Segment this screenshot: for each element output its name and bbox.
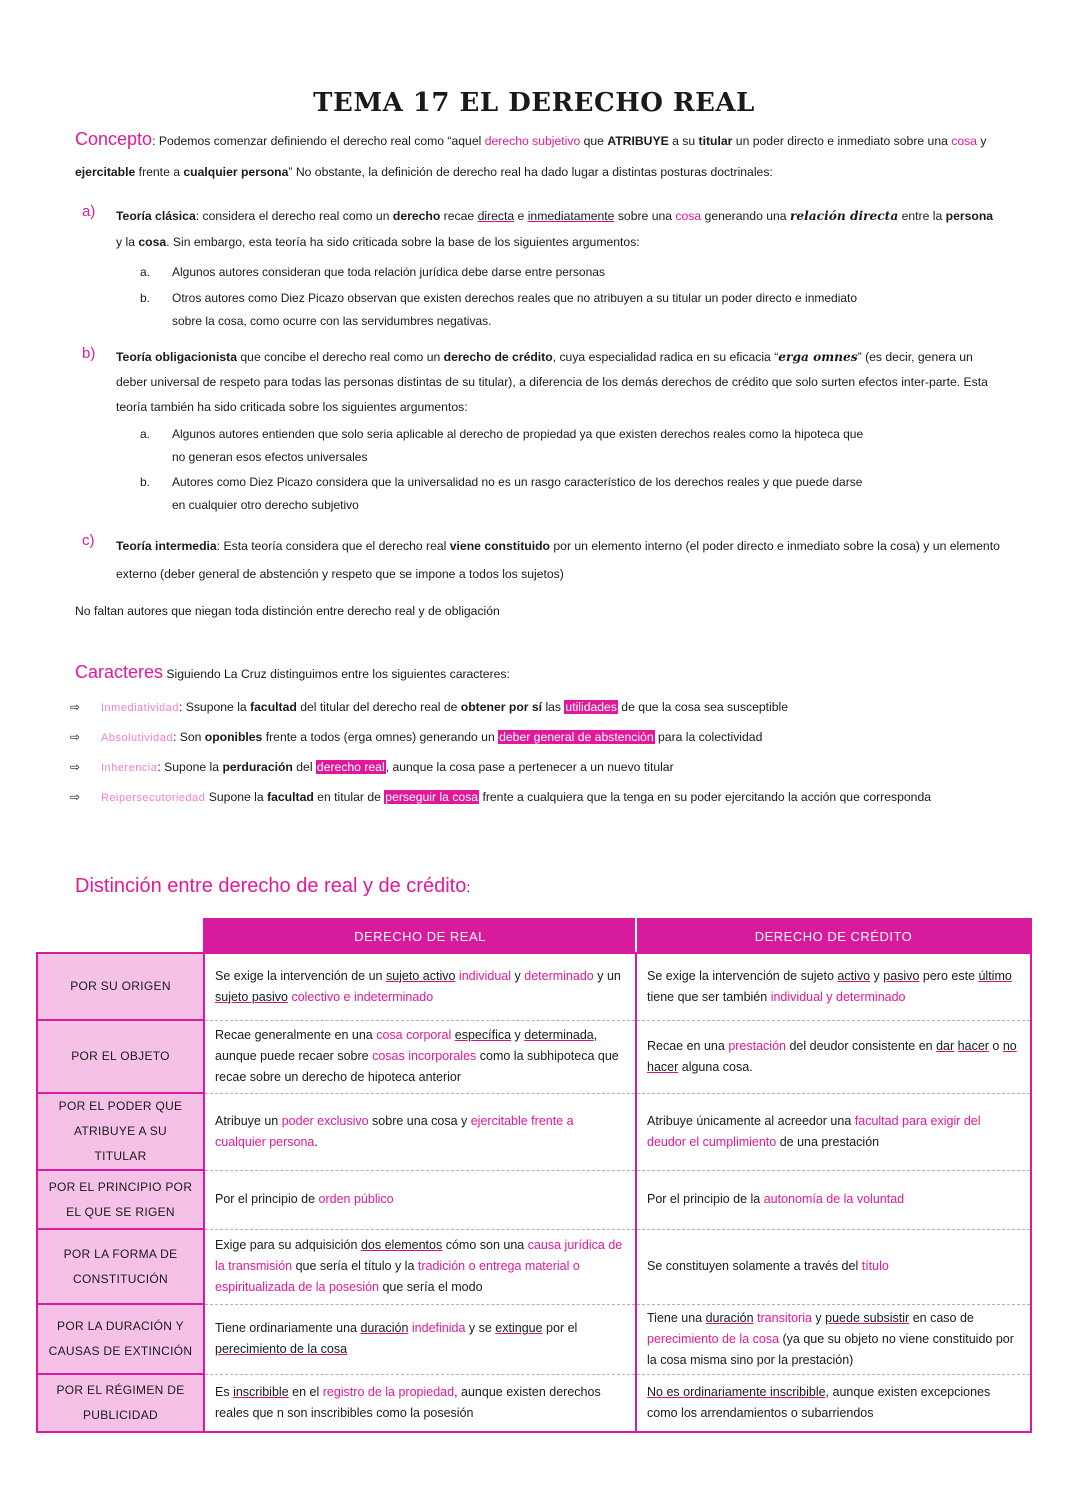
cell-text: aunque existen excepciones como los arrendamientos o subarriendos (647, 1384, 991, 1420)
cell-text: , aunque existen derechos reales que n son inscribibles como la posesión (215, 1384, 601, 1420)
cell-real (204, 1374, 636, 1432)
theory-text: ” (es decir, genera un deber universal de respeto para todas las personas distintas de su titular), a diferencia de los demás derechos de crédito que solo surten efectos inter-parte. Esta teoría también ha sido criticada sobre los siguientes argumentos: (116, 350, 988, 414)
cell-text: perecimiento de la cosa (647, 1331, 780, 1346)
theory-text: y la (116, 235, 139, 249)
table-row (37, 1304, 1031, 1374)
caracter-text: : Son (172, 730, 205, 744)
cell-real (204, 953, 636, 1020)
theory-term: relación directa (789, 209, 899, 223)
cell-text: extingue (495, 1321, 543, 1335)
caracter-text: del (292, 760, 316, 774)
cell-text: ejercitable frente a cualquier persona (215, 1113, 574, 1149)
cell-text: hacer (957, 1038, 989, 1053)
caracter-highlight: perseguir la cosa (385, 790, 479, 804)
concepto-text: y (977, 134, 987, 148)
theory-term: persona (945, 209, 994, 223)
concepto-text: un (732, 134, 753, 148)
cell-text: causa jurídica de la transmisión (215, 1238, 623, 1273)
cell-text: inscribible (233, 1384, 289, 1399)
cell-real (204, 1170, 636, 1229)
table-row (37, 1020, 1031, 1093)
caracter-text: las (542, 700, 565, 714)
cell-text: en caso de (909, 1310, 974, 1325)
concepto-paragraph (75, 124, 1000, 188)
cell-text: y (870, 968, 884, 983)
cell-real (204, 1093, 636, 1170)
caracter-term: facultad (267, 790, 314, 804)
row-header: POR LA DURACIÓN Y CAUSAS DE EXTINCIÓN (37, 1304, 204, 1374)
sub-text: Algunos autores entienden que solo seria aplicable al derecho de propiedad ya que existen derechos reales como la hipoteca que no generan esos efectos universales (172, 427, 864, 464)
concepto-term: ejercitable (75, 165, 136, 179)
caracteres-paragraph (75, 657, 975, 690)
caracter-text: , aunque la cosa pase a pertenecer a un nuevo titular (385, 760, 674, 774)
sub-number: b. (140, 291, 151, 305)
cell-text: por el (542, 1321, 578, 1335)
cell-text: pasivo (883, 968, 920, 983)
cell-text: Recae en una (647, 1038, 729, 1053)
page-title: TEMA 17 EL DERECHO REAL (313, 88, 755, 118)
concepto-text: sobre una (890, 134, 952, 148)
cell-text: último (978, 968, 1012, 983)
caracter-text: : Supone la (157, 760, 223, 774)
cell-credito (636, 1093, 1031, 1170)
cell-text: No es ordinariamente inscribible, (647, 1384, 830, 1399)
cell-text: . (314, 1134, 318, 1149)
concepto-text: que (580, 134, 608, 148)
caracter-text: del titular del derecho real de (296, 700, 461, 714)
theory-name: Teoría obligacionista (116, 350, 237, 364)
table-corner (37, 919, 204, 953)
caracter-label: Reipersecutoriedad (101, 792, 206, 804)
cell-text: que sería el título y la (292, 1259, 418, 1273)
cell-text: Por el principio de (215, 1192, 319, 1206)
theory-term: inmediatamente (527, 209, 615, 223)
theory-text: : considera el derecho real como un (195, 209, 393, 223)
cell-text: Exige para su adquisición (215, 1238, 361, 1252)
sub-number: b. (140, 475, 151, 489)
cell-text: de una prestación (776, 1134, 880, 1149)
row-header: POR EL PODER QUE ATRIBUYE A SU TITULAR (37, 1093, 204, 1170)
cell-text: colectivo e indeterminado (291, 989, 434, 1004)
theory-name: Teoría clásica (116, 209, 196, 223)
cell-text: determinado (524, 968, 594, 983)
cell-text: Se exige la intervención de sujeto (647, 968, 838, 983)
cell-text: tradición o entrega material o espiritualizada de la posesión (215, 1259, 580, 1294)
cell-text: Atribuye únicamente al acreedor una (647, 1113, 855, 1128)
caracter-term: facultad (250, 700, 297, 714)
cell-text: que sería el modo (379, 1280, 483, 1294)
theory-text: . Sin embargo, esta teoría ha sido criticada sobre la base de los siguientes argumentos: (166, 235, 640, 249)
cell-credito (636, 1020, 1031, 1093)
cell-text: Recae generalmente en una (215, 1028, 377, 1042)
concepto-term: cualquier persona (183, 165, 289, 179)
cell-text: registro de la propiedad (322, 1384, 455, 1399)
concepto-term: poder directo e inmediato (752, 134, 891, 148)
cell-text: orden público (318, 1192, 394, 1206)
theory-text: (deber general de abstención y respeto que se impone a todos los sujetos) (156, 567, 564, 581)
caracter-label: Inmediatividad (101, 702, 179, 714)
cell-text: individual y determinado (770, 989, 906, 1004)
cell-text: transitoria (757, 1310, 812, 1325)
cell-text: indefinida (411, 1321, 466, 1335)
cell-text: dar (936, 1038, 955, 1053)
concepto-text: ” No obstante, la definición de derecho real ha dado lugar a distintas posturas doctrinales: (288, 165, 773, 179)
theory-text: generando una (701, 209, 790, 223)
theory-text: que concibe el derecho real como un (237, 350, 444, 364)
cell-text: Se exige la intervención de un (215, 968, 386, 983)
caracter-text: Supone la (205, 790, 268, 804)
concepto-text: a su (668, 134, 699, 148)
theory-c-label: c) (82, 532, 95, 549)
cell-text: Atribuye un (215, 1113, 282, 1128)
cell-text: Tiene ordinariamente una (215, 1321, 361, 1335)
col-header-credito: DERECHO DE CRÉDITO (636, 919, 1031, 953)
theory-term: elemento interno (591, 539, 683, 553)
cell-text: autonomía de la voluntad (763, 1192, 905, 1206)
caracter-text: frente a cualquiera que la tenga en su poder ejercitando la acción que corresponda (479, 790, 932, 804)
cell-text: determinada (524, 1028, 594, 1042)
concepto-term: cosa (951, 134, 978, 148)
cell-text: sujeto activo (385, 968, 456, 983)
cell-text: y (511, 1028, 525, 1042)
theory-b (82, 345, 1012, 421)
caracter-term: obtener por sí (460, 700, 543, 714)
theory-text: (el poder directo e inmediato sobre la cosa) y un (682, 539, 950, 553)
sub-number: a. (140, 427, 151, 441)
caracter-highlight: deber general de abstención (499, 730, 654, 744)
concepto-text: : Podemos comenzar definiendo el derecho real como “aquel (152, 134, 485, 148)
caracter-label: Inherencia (101, 762, 158, 774)
arrow-icon: ⇨ (70, 760, 81, 774)
cell-text: título (861, 1259, 889, 1273)
cell-text: (ya que su objeto no viene constituido por la cosa misma sino por la prestación) (647, 1331, 1014, 1367)
cell-text: y se (465, 1321, 496, 1335)
cell-text: como la subhipoteca que recae sobre un derecho de hipoteca anterior (215, 1049, 619, 1084)
theory-name: Teoría intermedia (116, 539, 217, 553)
theory-term: cosa (675, 209, 702, 223)
theory-text: por un (550, 539, 592, 553)
caracter-text: de que la cosa sea susceptible (617, 700, 788, 714)
caracter-text: : Ssupone la (178, 700, 251, 714)
cell-text: facultad para exigir del deudor el cumplimiento (647, 1113, 981, 1149)
cell-text: Es (215, 1384, 234, 1399)
distincion-heading (75, 875, 470, 898)
theory-text: sobre una (614, 209, 676, 223)
cell-text: cosas incorporales (372, 1049, 477, 1063)
closing-text: No faltan autores que niegan toda distinción entre derecho real y de obligación (75, 604, 500, 618)
sub-text: Algunos autores consideran que toda relación jurídica debe darse entre personas (172, 265, 605, 279)
cell-text: perecimiento de la cosa (215, 1342, 348, 1356)
caracteres-intro: Siguiendo La Cruz distinguimos entre los siguientes caracteres: (163, 667, 510, 681)
cell-text: pero este (919, 968, 979, 983)
cell-text: Se constituyen solamente a través del (647, 1259, 862, 1273)
cell-text: duración (360, 1321, 409, 1335)
theory-a-text (116, 203, 1001, 255)
distincion-heading-text: Distinción entre derecho de real y de crédito (75, 875, 467, 897)
cell-text: alguna cosa. (678, 1059, 753, 1074)
distincion-colon: : (466, 879, 471, 895)
row-header: POR SU ORIGEN (37, 953, 204, 1020)
col-header-real: DERECHO DE REAL (204, 919, 636, 953)
theory-term: derecho (392, 209, 441, 223)
cell-real (204, 1229, 636, 1304)
caracter-text: para la colectividad (654, 730, 763, 744)
cell-credito (636, 953, 1031, 1020)
theory-text: entre la (898, 209, 946, 223)
theory-a-label: a) (82, 203, 96, 220)
concepto-term: titular (698, 134, 733, 148)
cell-text: del deudor consistente en (786, 1038, 937, 1053)
cell-text: en el (288, 1384, 323, 1399)
arrow-icon: ⇨ (70, 700, 81, 714)
table-row (37, 1093, 1031, 1170)
caracteres-heading: Caracteres (75, 662, 164, 682)
cell-text: individual (458, 968, 512, 983)
cell-text: puede subsistir (825, 1310, 910, 1325)
caracter-term: perduración (222, 760, 293, 774)
caracter-text: en titular de (313, 790, 385, 804)
concepto-term: ATRIBUYE (607, 134, 669, 148)
theory-text: : Esta teoría considera que el derecho real (216, 539, 450, 553)
table-row (37, 953, 1031, 1020)
cell-text: o (988, 1038, 1003, 1053)
concepto-text: frente a (135, 165, 184, 179)
cell-text: específica (454, 1028, 512, 1042)
cell-text: , aunque puede recaer sobre (215, 1028, 598, 1063)
cell-real (204, 1304, 636, 1374)
theory-b-label: b) (82, 345, 96, 362)
caracter-label: Absolutividad (101, 732, 173, 744)
cell-credito (636, 1304, 1031, 1374)
cell-text: activo (837, 968, 871, 983)
table-row (37, 1374, 1031, 1432)
cell-text: Por el principio de la (647, 1192, 764, 1206)
table-row (37, 1170, 1031, 1229)
theory-c-text (116, 532, 1001, 588)
table-row (37, 1229, 1031, 1304)
cell-text: y (511, 968, 525, 983)
caracter-highlight: derecho real (316, 760, 385, 774)
theory-term: derecho de crédito (443, 350, 553, 364)
cell-credito (636, 1229, 1031, 1304)
theory-term: viene constituido (449, 539, 550, 553)
theory-text: recae (440, 209, 478, 223)
cell-text: Tiene una (647, 1310, 706, 1325)
row-header: POR EL PRINCIPIO POR EL QUE SE RIGEN (37, 1170, 204, 1229)
caracter-text: frente a todos (erga omnes) generando un (262, 730, 499, 744)
cell-text: sobre una cosa y (368, 1113, 471, 1128)
sub-text: Autores como Diez Picazo considera que la universalidad no es un rasgo característico de los derechos reales y que puede darse en cualquier otro derecho subjetivo (172, 475, 863, 512)
cell-text: sujeto pasivo (215, 989, 288, 1004)
theory-term: directa (477, 209, 515, 223)
concepto-heading: Concepto (75, 129, 153, 149)
cell-text: duración (705, 1310, 754, 1325)
theory-b-text (116, 345, 1001, 420)
row-header: POR LA FORMA DE CONSTITUCIÓN (37, 1229, 204, 1304)
theory-text: e (514, 209, 528, 223)
theory-term: erga omnes (778, 350, 858, 364)
cell-text: tiene que ser también (647, 989, 771, 1004)
caracter-term: oponibles (204, 730, 263, 744)
arrow-icon: ⇨ (70, 790, 81, 804)
theory-term: elemento externo (116, 539, 1000, 581)
cell-text: cómo son una (442, 1238, 528, 1252)
sub-number: a. (140, 265, 151, 279)
concepto-term: derecho subjetivo (484, 134, 581, 148)
cell-text: prestación (728, 1038, 786, 1053)
cell-text: y (811, 1310, 826, 1325)
theory-text: , cuya especialidad radica en su eficacia “ (552, 350, 779, 364)
row-header: POR EL RÉGIMEN DE PUBLICIDAD (37, 1374, 204, 1432)
comparison-table (36, 918, 1032, 1433)
cell-text: cosa corporal (376, 1028, 452, 1042)
theory-c (82, 532, 1012, 588)
cell-text: poder exclusivo (281, 1113, 369, 1128)
cell-credito (636, 1170, 1031, 1229)
cell-text: dos elementos (360, 1238, 443, 1252)
arrow-icon: ⇨ (70, 730, 81, 744)
cell-credito (636, 1374, 1031, 1432)
caracter-highlight: utilidades (565, 700, 617, 714)
cell-text: y un (593, 968, 621, 983)
sub-text: Otros autores como Diez Picazo observan que existen derechos reales que no atribuyen a su titular un poder directo e inmediato sobre la cosa, como ocurre con las servidumbres negativas. (172, 291, 858, 328)
theory-term: cosa (138, 235, 167, 249)
cell-text: no hacer (647, 1038, 1017, 1074)
row-header: POR EL OBJETO (37, 1020, 204, 1093)
cell-real (204, 1020, 636, 1093)
